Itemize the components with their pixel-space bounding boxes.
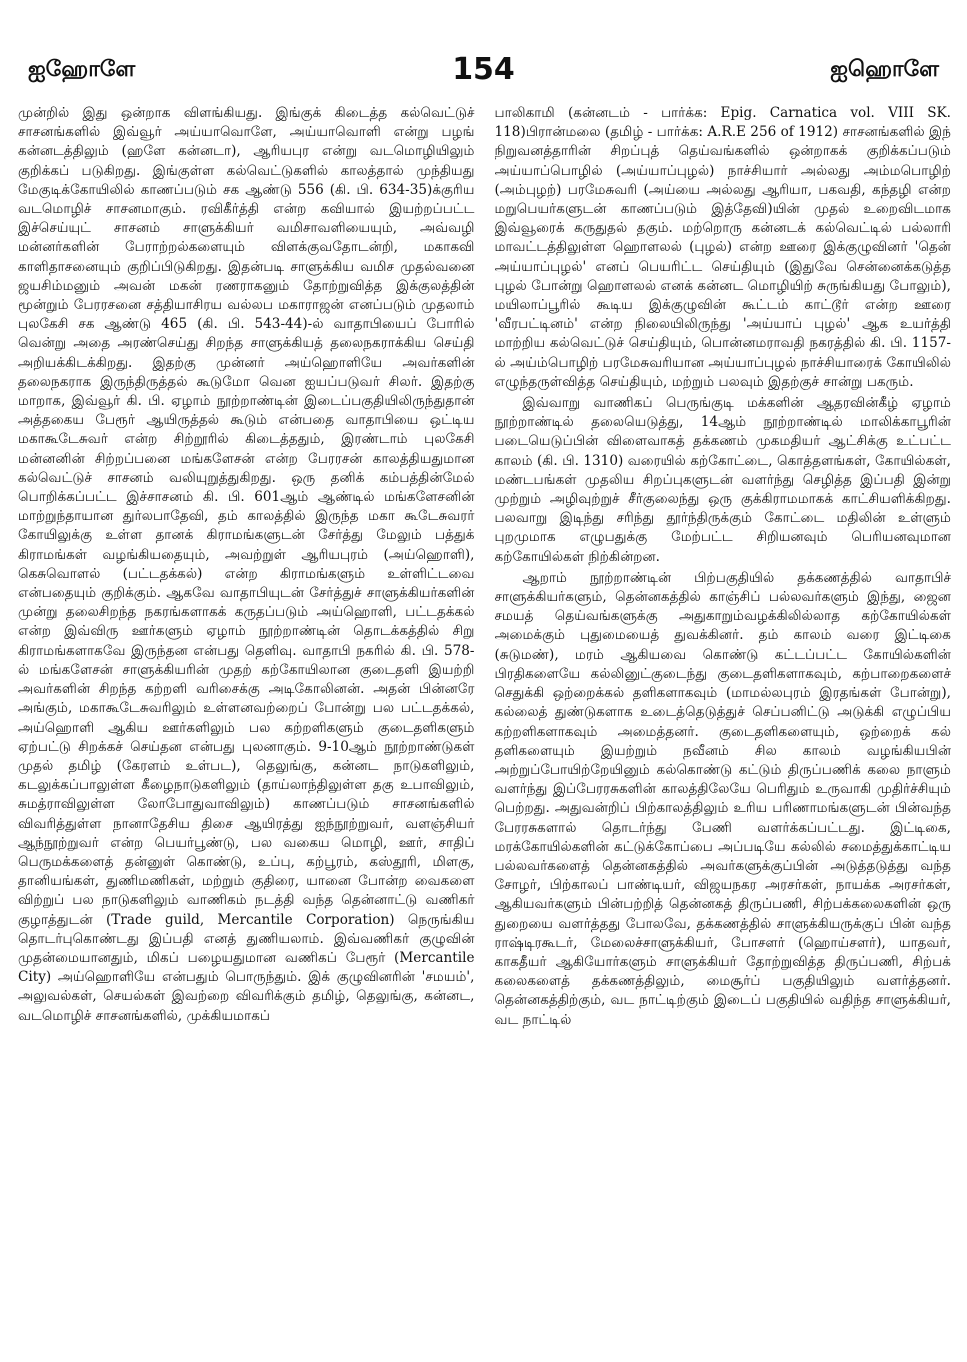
page-number: 154: [452, 52, 515, 87]
right-column: [495, 104, 952, 1352]
right-paragraph-3: ஆறாம் நூற்றாண்டின் பிற்பகுதியில் தக்கணத்தில் வாதாபிச் சாளுக்கியர்களும், தென்னகத்தில் காஞ்சிப் பல்லவர்களும் இந்து, ஜைன சமயத் தெய்வங்களுக்கு அதுகாறும்வழக்கிலில்லாத கற்கோயில்கள் அமைக்கும் புதுமையைத் துவக்கினர். தம் காலம் வரை இட்டிகை (சுடுமண்), மரம் ஆகியவை கொண்டு கட்டப்பட்ட கோயில்களின் பிரதிகளையே கல்லினுட்குடைந்து குடைதளிகளாகவும், கற்பாறைகளைச் செதுக்கி ஒற்றைக்கல் தளிகளாகவும் (மாமல்லபுரம் இரதங்கள் போன்று), கல்லைத் துண்டுகளாக உடைத்தெடுத்துச் செப்பனிட்டு அடுக்கி எழுப்பிய கற்றளிகளாகவும் அமைத்தனர். குடைதளிகளையும், ஒற்றைக் கல் தளிகளையும் இயற்றும் நவீனம் சில காலம் வழங்கியபின் அற்றுப்போயிற்றேயினும் கல்கொண்டு கட்டும் திருப்பணிக் கலை நாளும் வளர்ந்து இப்பேரரசுகளின் காலத்திலேயே பெரிதும் உருவாகி முதிர்ச்சியும் பெற்றது. அதுவன்றிப் பிற்காலத்திலும் உரிய பரிணாமங்களுடன் பின்வந்த பேரரசுகளால் தொடர்ந்து பேணி வளர்க்கப்பட்டது. இட்டிகை, மரக்கோயில்களின் கட்டுக்கோப்பை அப்படியே கல்லில் சமைத்துக்காட்டிய பல்லவர்களைத் தென்னகத்தில் அவர்களுக்குப்பின் அடுத்தடுத்து வந்த சோழர், பிற்காலப் பாண்டியர், விஜயநகர அரசர்கள், நாயக்க அரசர்கள், ஆகியவர்களும் பின்பற்றித் தென்னகத் திருப்பணி, சிற்பக்கலைகளின் ஒரு துறையை வளர்த்தது போலவே, தக்கணத்தில் சாளுக்கியருக்குப் பின் வந்த ராஷ்டிரகூடர், மேலைச்சாளுக்கியர், போசளர் (ஹொய்சளர்), யாதவர், காகதீயர் ஆகியோர்களும் சாளுக்கியர் தோற்றுவித்த திருப்பணி, சிற்பக் கலைகளைத் தக்கணத்திலும், மைசூர்ப் பகுதியிலும் வளர்த்தனர். தென்னகத்திற்கும், வட நாட்டிற்கும் இடைப் பகுதியில் வதிந்த சாளுக்கியர், வட நாட்டில்: [494, 569, 951, 1028]
page-header: [18, 52, 949, 92]
right-paragraph-2: இவ்வாறு வாணிகப் பெருங்குடி மக்களின் ஆதரவின்கீழ் ஏழாம் நூற்றாண்டில் தலையெடுத்து, 14ஆம் நூற்றாண்டில் மாலிக்காபூரின் படையெடுப்பின் விளைவாகத் தக்கணம் முகமதியர் ஆட்சிக்கு உட்பட்ட காலம் (கி. பி. 1310) வரையில் கற்கோட்டை, கொத்தளங்கள், கோயில்கள், மண்டபங்கள் முதலிய சிறப்புகளுடன் வளர்ந்து செழித்த இப்பதி இன்று முற்றும் அழிவுற்றுச் சீர்குலைந்து ஒரு குக்கிராமமாகக் காட்சியளிக்கிறது. பலவாறு இடிந்து சரிந்து தூர்ந்திருக்கும் கோட்டை மதிலின் உள்ளும் புறமுமாக எழுபதுக்கு மேற்பட்ட சிறியனவும் பெரியனவுமான கற்கோயில்கள் நிற்கின்றன.: [494, 395, 951, 565]
header-left-title: ஐஹோளே: [28, 56, 136, 82]
right-paragraph-1: பாலிகாமி (கன்னடம் - பார்க்க: Epig. Carnatica vol. VIII SK. 118)பிரான்மலை (தமிழ் - பார்க்க: A.R.E 256 of 1912) சாசனங்களில் இந் நிறுவனத்தாரின் சிறப்புத் தெய்வங்களில் ஒன்றாகக் குறிக்கப்படும் அய்யாப்பொழில் (அய்யாப்புழல்) நாச்சியார் அல்லது அம்மபொழிற் (அம்புழற்) பரமேசுவரி (அய்யை அல்லது ஆரியா, பகவதி, கந்தழி என்ற மறுபெயர்களுடன் காணப்படும் இத்தேவி)யின் முதல் உறைவிடமாக இவ்வூரைக் கருதுதல் தகும். மற்றொரு கன்னடக் கல்வெட்டில் பல்லாரி மாவட்டத்திலுள்ள ஹொளலல் (புழல்) என்ற ஊரை இக்குழுவினர் 'தென் அய்யாப்புழல்' எனப் பெயரிட்ட செய்தியும் (இதுவே சென்னைக்கடுத்த புழல் போன்று ஹொளலல் எனக் கன்னட மொழியிற் சுருங்கியது போலும்), மயிலாப்பூரில் கூடிய இக்குழுவின் கூட்டம் காட்டூர் என்ற ஊரை 'வீரபட்டினம்' என்ற நிலையிலிருந்து 'அய்யாப் புழல்' ஆக உயர்த்தி மாற்றிய கல்வெட்டுச் செய்தியும், பொன்னமராவதி நகரத்தில் கி. பி. 1157-ல் அய்ம்பொழிற் பரமேசுவரியான அய்யாப்புழல் நாச்சியாரைக் கோயிலில் எழுந்தருள்வித்த செய்தியும், மற்றும் பலவும் இதற்குச் சான்று பகரும்.: [494, 105, 951, 390]
text-columns: [18, 104, 951, 1352]
left-column: [18, 104, 475, 1352]
header-right-title: ஐஹொளே: [830, 56, 939, 82]
left-paragraph-1: முன்றில் இது ஒன்றாக விளங்கியது. இங்குக் கிடைத்த கல்வெட்டுச் சாசனங்களில் இவ்வூர் அய்யாவொளே, அய்யாவொளி என்று பழங் கன்னடத்திலும் (ஹளே கன்னடா), ஆரியபுர என்று வடமொழியிலும் குறிக்கப் படுகிறது. இங்குள்ள கல்வெட்டுகளில் காலத்தால் முந்தியது மேகுடிக்கோயிலில் காணப்படும் சக ஆண்டு 556 (கி. பி. 634-35)க்குரிய வடமொழிச் சாசனமாகும். ரவிகீர்த்தி என்ற கவியால் இயற்றப்பட்ட இச்செய்யுட் சாசனம் சாளுக்கியர் வமிசாவளியையும், அவ்வழி மன்னர்களின் பேராற்றல்களையும் விளக்குவதோடன்றி, மகாகவி காளிதாசனையும் குறிப்பிடுகிறது. இதன்படி சாளுக்கிய வமிச முதல்வனை ஜயசிம்மனும் அவன் மகன் ரணராகனும் தோற்றுவித்த இக்குலத்தின் மூன்றும் பேரரசனை சத்தியாசிரய வல்லப மகாராஜன் எனப்படும் முதலாம் புலகேசி சக ஆண்டு 465 (கி. பி. 543-44)-ல் வாதாபியைப் போரில் வென்று அதை அரண்செய்து சிறந்த சாளுக்கியத் தலைநகராக்கிய செய்தி அறியக்கிடக்கிறது. இதற்கு முன்னர் அய்ஹொளியே அவர்களின் தலைநகராக இருந்திருத்தல் கூடுமோ வென ஐயப்படுவர் சிலர். இதற்கு மாறாக, இவ்வூர் கி. பி. ஏழாம் நூற்றாண்டின் இடைப்பகுதியிலிருந்துதான் அத்தகைய பேரூர் ஆயிருத்தல் கூடும் என்பதை வாதாபியை ஒட்டிய மகாகூடேசுவர் என்ற சிற்றூரில் கிடைத்ததும், இரண்டாம் புலகேசி மன்னனின் சிற்றப்பனை மங்களேசன் என்ற பேரரசன் காலத்தியதுமான கல்வெட்டுச் சாசனம் வலியுறுத்துகிறது. ஒரு தனிக் கம்பத்தின்மேல் பொறிக்கப்பட்ட இச்சாசனம் கி. பி. 601ஆம் ஆண்டில் மங்களேசனின் மாற்றுந்தாயான துர்லபாதேவி, தம் காலத்தில் இருந்த மகா கூடேசுவரர் கோயிலுக்கு உள்ள தானக் கிராமங்களுடன் சேர்த்து மேலும் பத்துக் கிராமங்கள் வழங்கியதையும், அவற்றுள் ஆரியபுரம் (அய்ஹொளி), கெசுவொளல் (பட்டதக்கல்) என்ற கிராமங்களும் உள்ளிட்டவை என்பதையும் குறிக்கும். ஆகவே வாதாபியுடன் சேர்த்துச் சாளுக்கியர்களின் முன்று தலைசிறந்த நகரங்களாகக் கருதப்படும் அய்ஹொளி, பட்டதக்கல் என்ற இவ்விரு ஊர்களும் ஏழாம் நூற்றாண்டின் தொடக்கத்தில் சிறு கிராமங்களாகவே இருந்தன என்பது தெளிவு. வாதாபி நகரில் கி. பி. 578-ல் மங்களேசன் சாளுக்கியரின் முதற் கற்கோயிலான குடைதளி இயற்றி அவர்களின் சிறந்த கற்றளி வரிசைக்கு அடிகோலினன். அதன் பின்னரே அங்கும், மகாகூடேசுவரிலும் உள்ளனவற்றைப் போன்று பல பட்டதக்கல், அய்ஹொளி ஆகிய ஊர்களிலும் பல கற்றளிகளும் குடைதளிகளும் ஏற்பட்டு சிறக்கச் செய்தன என்பது புலனாகும். 9-10ஆம் நூற்றாண்டுகள் முதல் தமிழ் (கேரளம் உள்பட), தெலுங்கு, கன்னட நாடுகளிலும், கடலுக்கப்பாலுள்ள கீழைநாடுகளிலும் (தாய்லாந்திலுள்ள தகு உபாவிலும், சுமத்ராவிலுள்ள லோபோதுவாவிலும்) காணப்படும் சாசனங்களில் விவரித்துள்ள நானாதேசிய திசை ஆயிரத்து ஐந்நூற்றுவர், வளஞ்சியர் ஆந்நூற்றுவர் என்ற பெயர்பூண்டு, பல வகைய மொழி, ஊர், சாதிப் பெருமக்களைத் தன்னுள் கொண்டு, உப்பு, கற்பூரம், கஸ்தூரி, மிளகு, தானியங்கள், துணிமணிகள், மற்றும் குதிரை, யானை போன்ற வைகளை விற்றுப் பல நாடுகளிலும் வாணிகம் நடத்தி வந்த தென்னாட்டு வணிகர் குழாத்துடன் (Trade guild, Mercantile Corporation) நெருங்கிய தொடர்புகொண்டது இப்பதி எனத் துணியலாம். இவ்வணிகர் குழுவின் முதன்மையானதும், மிகப் பழையதுமான வணிகப் பேரூர் (Mercantile City) அய்ஹொளியே என்பதும் பொருந்தும். இக் குழுவினரின் 'சமயம்', அலுவல்கள், செயல்கள் இவற்றை விவரிக்கும் தமிழ், தெலுங்கு, கன்னட, வடமொழிச் சாசனங்களில், முக்கியமாகப்: [18, 105, 475, 1024]
